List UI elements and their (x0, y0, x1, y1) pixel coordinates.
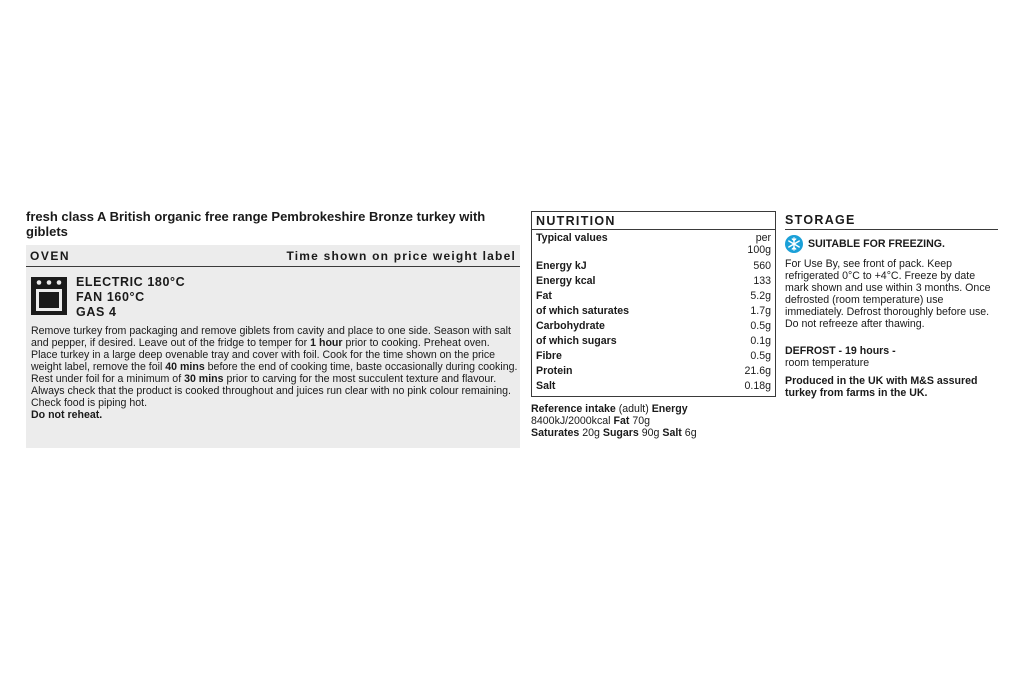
nutrient-label: Fat (536, 290, 552, 302)
oven-heading: OVEN (30, 249, 71, 263)
instr-bold: 1 hour (310, 337, 343, 349)
ri-energy-value: 8400kJ/2000kcal (531, 415, 611, 427)
product-title: fresh class A British organic free range Pembrokeshire Bronze turkey with giblets (26, 209, 486, 239)
nutrition-row (536, 275, 771, 289)
nutrient-value: 1.7g (750, 305, 771, 317)
nutrient-label: Carbohydrate (536, 320, 605, 332)
reference-intake (531, 403, 776, 439)
per-100g-label: per 100g (747, 232, 771, 256)
snowflake-icon (785, 235, 803, 253)
nutrition-header (531, 211, 776, 230)
oven-panel (26, 245, 520, 448)
defrost-time: DEFROST - 19 hours - (785, 345, 896, 357)
ri-label: Reference intake (531, 403, 616, 415)
nutrient-value: 0.5g (750, 320, 771, 332)
nutrition-row (536, 260, 771, 274)
storage-header (785, 211, 998, 230)
defrost-info (785, 345, 999, 369)
nutrient-label: of which sugars (536, 335, 617, 347)
nutrient-value: 133 (753, 275, 771, 287)
instr-bold: 30 mins (184, 373, 224, 385)
nutrient-value: 0.18g (744, 380, 771, 392)
instr-text: Remove turkey from packaging and remove giblets from cavity and place to one side. Season with salt and pepper, if desired. Leave out of the fridge to temper for (31, 325, 511, 349)
nutrition-row (536, 365, 771, 379)
oven-header (26, 245, 520, 267)
ri-fat-value: 70g (632, 415, 650, 427)
instr-text: Rest under foil for a minimum of (31, 373, 185, 385)
origin-statement: Produced in the UK with M&S assured turkey from farms in the UK. (785, 375, 978, 399)
oven-time-note: Time shown on price weight label (286, 249, 516, 263)
nutrient-value: 560 (753, 260, 771, 272)
ri-text: (adult) (615, 403, 652, 415)
instr-text: prior to carving for the most succulent texture and flavour. Always check that the product is cooked throughout and juices run clear with no pink colour remaining. (31, 373, 511, 397)
nutrient-value: 21.6g (744, 365, 771, 377)
instr-bold: Do not reheat. (31, 409, 103, 421)
typical-values-label: Typical values (536, 232, 608, 244)
ri-sugars-label: Sugars (602, 427, 639, 439)
nutrient-label: Energy kJ (536, 260, 587, 272)
nutrient-label: of which saturates (536, 305, 630, 317)
oven-temp-electric: ELECTRIC 180°C (76, 275, 186, 289)
nutrient-label: Energy kcal (536, 275, 596, 287)
oven-icon (31, 277, 67, 315)
ri-saturates-label: Saturates (531, 427, 580, 439)
nutrient-label: Salt (536, 380, 556, 392)
instr-text: Check food is piping hot. (31, 397, 148, 409)
defrost-method: room temperature (785, 357, 870, 369)
storage-heading: STORAGE (785, 213, 856, 227)
storage-instructions: For Use By, see front of pack. Keep refrigerated 0°C to +4°C. Freeze by date mark shown and use within 3 months. Once defrosted (room temperature) use immediately. Defrost thoroughly before use. Do not refreeze after thawing. (785, 258, 991, 330)
nutrition-row (536, 305, 771, 319)
nutrition-row (536, 350, 771, 364)
nutrient-label: Protein (536, 365, 573, 377)
nutrient-value: 0.1g (750, 335, 771, 347)
instr-text: prior to cooking. Preheat oven. Place turkey in a large deep ovenable tray and cover with foil. Cook for the time shown on the price weight label, remove the foil (31, 337, 496, 373)
ri-saturates-value: 20g (582, 427, 600, 439)
ri-salt-value: 6g (684, 427, 697, 439)
instr-bold: 40 mins (165, 361, 205, 373)
nutrition-row (536, 380, 771, 394)
nutrition-row (536, 320, 771, 334)
nutrition-table (531, 230, 776, 397)
oven-temp-gas: GAS 4 (76, 305, 117, 319)
freezing-label: SUITABLE FOR FREEZING. (808, 238, 945, 250)
nutrient-value: 5.2g (750, 290, 771, 302)
nutrition-row (536, 290, 771, 304)
oven-temp-fan: FAN 160°C (76, 290, 145, 304)
nutrient-label: Fibre (536, 350, 562, 362)
ri-energy-label: Energy (651, 403, 688, 415)
oven-instructions (31, 325, 519, 421)
nutrition-heading: NUTRITION (536, 214, 616, 228)
ri-sugars-value: 90g (641, 427, 660, 439)
nutrition-row (536, 335, 771, 349)
ri-salt-label: Salt (662, 427, 682, 439)
ri-fat-label: Fat (613, 415, 630, 427)
nutrient-value: 0.5g (750, 350, 771, 362)
instr-text: before the end of cooking time, baste occasionally during cooking. (204, 361, 518, 373)
